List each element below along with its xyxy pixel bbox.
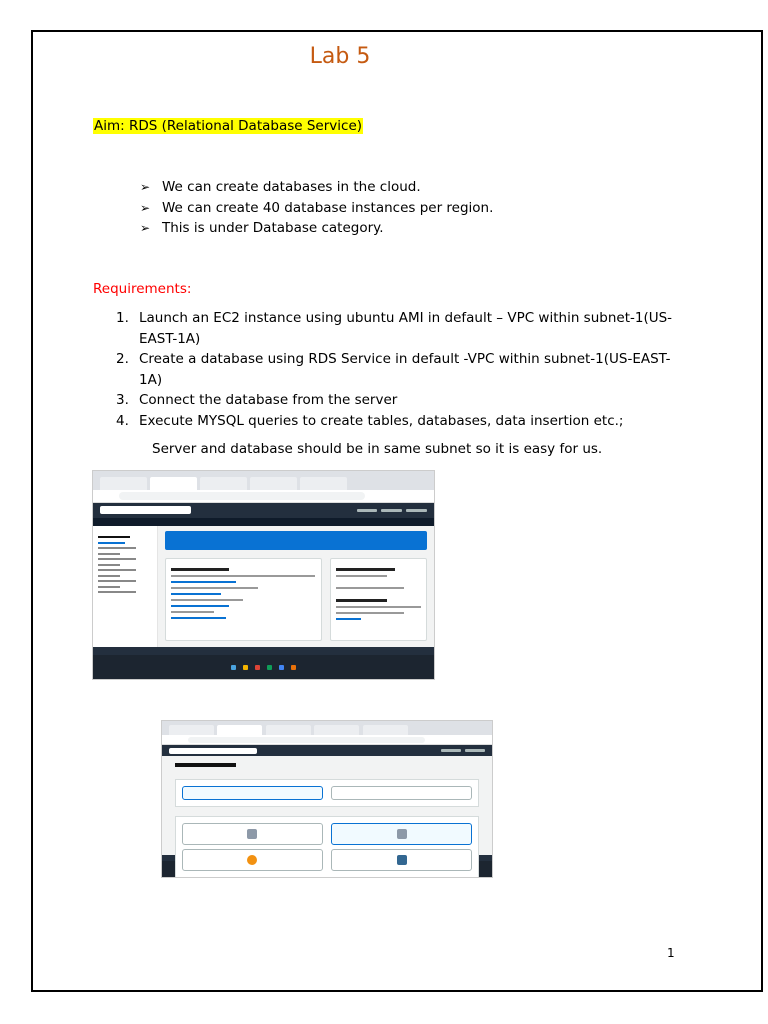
document-title: Lab 5 [309, 44, 371, 69]
app-icon [291, 665, 296, 670]
easy-create-option [331, 786, 471, 800]
rds-sidebar [93, 526, 158, 647]
arrow-bullet-icon: ➢ [140, 180, 151, 194]
postgresql-icon [397, 855, 407, 865]
arrow-bullet-icon: ➢ [140, 200, 151, 215]
browser-tab [217, 725, 262, 735]
app-icon [279, 665, 284, 670]
browser-tab [150, 477, 197, 490]
mysql-icon [247, 855, 257, 865]
engine-option [331, 823, 471, 845]
aws-search-box [169, 748, 258, 754]
app-icon [267, 665, 272, 670]
aim-heading: Aim: RDS (Relational Database Service) [94, 118, 363, 134]
aim-bullet-list [140, 177, 493, 239]
subnet-note: Server and database should be in same subnet so it is easy for us. [152, 441, 603, 457]
resources-card [165, 558, 322, 641]
list-item: 4. Execute MYSQL queries to create tables, databases, data insertion etc.; [116, 412, 624, 429]
rds-console-body [93, 526, 434, 647]
create-database-body [162, 756, 492, 854]
aws-footer [93, 647, 434, 655]
browser-tab-strip [93, 471, 434, 490]
address-bar [119, 492, 365, 500]
app-icon [255, 665, 260, 670]
rds-main [158, 526, 434, 647]
browser-address-row [162, 735, 492, 745]
browser-tab [266, 725, 311, 735]
standard-create-option [182, 786, 322, 800]
creation-method-panel [175, 779, 479, 807]
create-database-heading [175, 763, 236, 767]
list-item: ➢ We can create 40 database instances per region. [140, 198, 493, 219]
app-icon [243, 665, 248, 670]
browser-address-row [93, 490, 434, 503]
favorites-bar [93, 518, 434, 526]
info-banner [165, 531, 428, 550]
aws-console-nav [93, 503, 434, 518]
database-icon [397, 829, 407, 839]
browser-tab [169, 725, 214, 735]
browser-tab [250, 477, 297, 490]
browser-tab [314, 725, 359, 735]
create-database-screenshot [161, 720, 493, 878]
list-item: ➢ This is under Database category. [140, 218, 493, 239]
browser-tab [363, 725, 408, 735]
requirements-heading: Requirements: [93, 281, 192, 297]
page-number: 1 [667, 946, 675, 960]
browser-tab [100, 477, 147, 490]
list-item: 2. Create a database using RDS Service in default -VPC within subnet-1(US-EAST-1A) [116, 351, 671, 388]
browser-tab [200, 477, 247, 490]
list-item: 3. Connect the database from the server [116, 392, 398, 408]
engine-options-panel [175, 816, 479, 878]
aws-search-box [100, 506, 192, 514]
browser-tab [300, 477, 347, 490]
aws-console-nav [162, 745, 492, 756]
requirements-list [116, 308, 676, 431]
engine-option [182, 823, 322, 845]
database-icon [247, 829, 257, 839]
engine-option [331, 849, 471, 871]
list-item: 1. Launch an EC2 instance using ubuntu AMI in default – VPC within subnet-1(US-EAST-1A) [116, 310, 673, 347]
list-item: ➢ We can create databases in the cloud. [140, 177, 493, 198]
rds-dashboard-screenshot [92, 470, 435, 680]
browser-tab-strip [162, 721, 492, 735]
arrow-bullet-icon: ➢ [140, 221, 151, 235]
recommended-card [330, 558, 428, 641]
address-bar [188, 737, 426, 743]
app-icon [231, 665, 236, 670]
windows-taskbar [93, 655, 434, 680]
engine-option [182, 849, 322, 871]
